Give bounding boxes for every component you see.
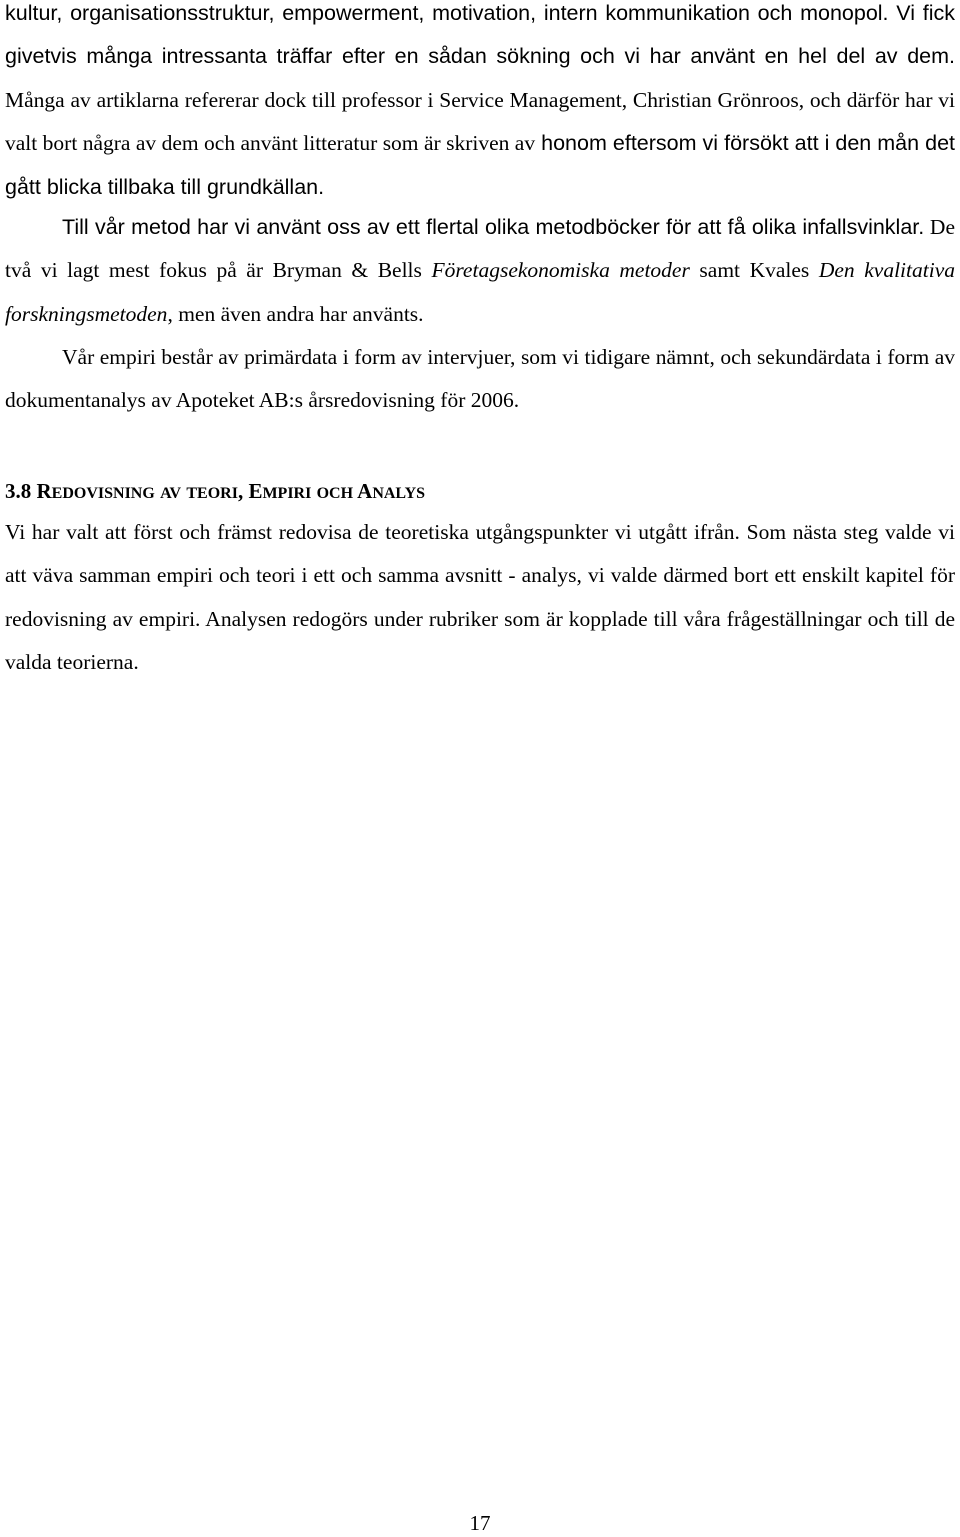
heading-word-1: REDOVISNING bbox=[36, 479, 155, 503]
heading-word-4: EMPIRI bbox=[248, 479, 312, 503]
paragraph-text-sans-2: honom eftersom vi försökt att i den mån det gått blicka tillbaka till grundkällan. bbox=[5, 131, 956, 199]
heading-word-6: ANALYS bbox=[357, 479, 426, 503]
page-number: 17 bbox=[469, 1511, 491, 1535]
heading-word-3: TEORI bbox=[186, 485, 238, 502]
section-number: 3.8 bbox=[5, 479, 32, 503]
heading-word-2: AV bbox=[160, 485, 182, 502]
paragraph-presentation: Vi har valt att först och främst redovisa de teoretiska utgångspunkter vi utgått ifrån. Som nästa steg valde vi att väva samman empiri och teori i ett och samma avsnitt - analys, vi valde därmed bort ett enskilt kapitel för redovisning av empiri. Analysen redogörs under rubriker som är kopplade till våra frågeställningar och till de valda teorierna. bbox=[5, 520, 955, 675]
heading-word-5: OCH bbox=[316, 485, 354, 502]
book-title-2: Den kvalitativa forskningsmetoden bbox=[5, 258, 955, 326]
heading-comma: , bbox=[237, 479, 244, 503]
paragraph-text-sans-1: kultur, organisationsstruktur, empowerment, motivation, intern kommunikation och monopol. Vi fick givetvis många intressanta träffar efter en sådan sökning och vi har använt en hel del av dem. bbox=[5, 1, 955, 69]
paragraph-method-books bbox=[5, 206, 955, 336]
paragraph-text-sans: Till vår metod har vi använt oss av ett flertal olika metodböcker för att få olika infallsvinklar. bbox=[62, 215, 925, 239]
book-title-1: Företagsekonomiska metoder bbox=[431, 258, 690, 283]
paragraph-text-serif: Många av artiklarna refererar dock till professor i Service Management, Christian Grönroos, och därför har vi valt bort några av dem och använt litteratur som är skriven av bbox=[5, 87, 955, 156]
paragraph-empirical-data: Vår empiri består av primärdata i form av intervjuer, som vi tidigare nämnt, och sekundärdata i form av dokumentanalys av Apoteket AB:s årsredovisning för 2006. bbox=[5, 345, 955, 413]
paragraph-text-serif-3: , men även andra har använts. bbox=[167, 301, 424, 326]
paragraph-search-results bbox=[5, 0, 955, 209]
paragraph-text-serif-1: De två vi lagt mest fokus på är Bryman & Bells bbox=[5, 215, 955, 283]
section-heading bbox=[5, 475, 425, 510]
paragraph-text-serif-2: samt Kvales bbox=[689, 258, 819, 283]
